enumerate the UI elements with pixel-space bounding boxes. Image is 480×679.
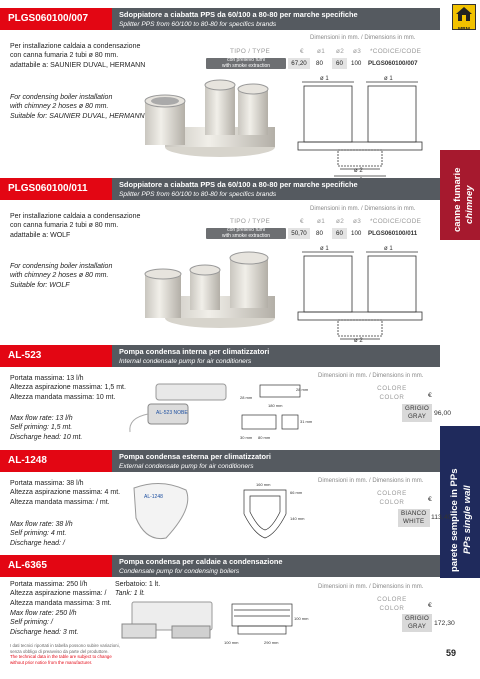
section-title: Sdoppiatore a ciabatta PPS da 60/100 a 80-80 per marche specifiche [119, 10, 358, 19]
drawing-label: ø 2 [354, 338, 363, 344]
euro-sign: € [428, 602, 432, 609]
color-label: COLORE COLOR [377, 385, 407, 401]
section-title-bar [112, 450, 440, 472]
technical-drawing [236, 480, 306, 546]
section-subtitle: Splitter PPS from 60/100 to 80-80 for specifics brands [119, 21, 277, 28]
section-code: AL-1248 [0, 450, 112, 472]
section-code: PLGS060100/007 [0, 8, 112, 30]
splitter-product-image [140, 248, 280, 336]
side-label-parete: parete semplice in PPs [449, 468, 460, 572]
drawing-label: 290 mm [264, 640, 279, 645]
section-code: AL-523 [0, 345, 112, 367]
section-title: Pompa condensa per caldaie a condensazione [119, 557, 283, 566]
d1-value: 80 [316, 230, 323, 237]
section-code: PLGS060100/011 [0, 178, 112, 200]
drawing-label: 100 mm [294, 616, 309, 621]
table-header-euro: € [300, 218, 304, 225]
drawing-label: 100 mm [224, 640, 239, 645]
footnote-en: The technical data in the table are subject to change without prior notice from the manufacturer. [10, 654, 112, 665]
logo [452, 4, 476, 30]
section-title: Pompa condensa interna per climatizzatori [119, 347, 270, 356]
dimensions-label: Dimensioni in mm. / Dimensions in mm. [310, 206, 416, 212]
drawing-label: ø 1 [384, 76, 393, 82]
section-subtitle: External condensate pump for air conditioners [119, 463, 254, 470]
drawing-label: 28 mm [240, 395, 253, 400]
side-label-canne: canne fumarie [452, 167, 463, 232]
section-title-bar [112, 178, 440, 200]
drawing-label: 140 mm [290, 516, 305, 521]
code-value: PLGS060100/007 [368, 60, 418, 67]
table-header-d3: ø3 [353, 218, 362, 225]
color-value: BIANCO WHITE [398, 509, 430, 527]
color-value: GRIGIO GRAY [402, 614, 432, 632]
product-brand-label: AL-1248 [144, 494, 163, 500]
table-header-d3: ø3 [353, 48, 362, 55]
product-description-en: Max flow rate: 250 l/h Self priming: / Discharge head: 3 mt. [10, 610, 79, 636]
drawing-label: 28 mm [296, 387, 309, 392]
code-value: PLGS060100/011 [368, 230, 418, 237]
drawing-label: 66 mm [290, 490, 303, 495]
pump-product-image [118, 378, 238, 438]
technical-drawing [294, 72, 440, 182]
pump-product-image [126, 478, 196, 546]
product-description: Per installazione caldaia a condensazione con canna fumaria 2 tubi ø 80 mm. adattabile a: WOLF [10, 213, 141, 239]
d3-value: 100 [351, 230, 362, 237]
table-header-code: *CODICE/CODE [370, 218, 422, 225]
drawing-label: 31 mm [300, 419, 313, 424]
section-title-bar [112, 345, 440, 367]
product-description: Portata massima: 38 l/h Altezza aspirazione massima: 4 mt. Altezza mandata massima: / mt. [10, 480, 121, 506]
table-header-d1: ø1 [317, 48, 326, 55]
product-description: Portata massima: 13 l/h Altezza aspirazione massima: 1,5 mt. Altezza mandata massima: 10 mt. [10, 375, 126, 401]
product-description-en: Max flow rate: 38 l/h Self priming: 4 mt. Discharge head: / [10, 521, 73, 547]
price-value: 96,00 [434, 410, 452, 417]
table-header-type: TIPO / TYPE [230, 218, 271, 225]
section-title-bar [112, 8, 440, 30]
table-header-d2: ø2 [336, 48, 345, 55]
color-value: GRIGIO GRAY [402, 404, 432, 422]
tank-capacity: Serbatoio: 1 lt. [115, 581, 161, 588]
tank-capacity-en: Tank: 1 lt. [115, 590, 146, 597]
drawing-label: ø 1 [384, 246, 393, 252]
color-label: COLORE COLOR [377, 596, 407, 612]
price-value: 67,20 [288, 58, 310, 69]
type-label: con prelievo fumi with smoke extraction [206, 228, 286, 239]
table-header-d2: ø2 [336, 218, 345, 225]
side-tab-parete [440, 426, 480, 578]
d2-value: 60 [332, 228, 347, 239]
d2-value: 60 [332, 58, 347, 69]
drawing-label: ø 1 [320, 246, 329, 252]
technical-drawing [222, 596, 312, 646]
price-value: 50,70 [288, 228, 310, 239]
euro-sign: € [428, 496, 432, 503]
dimensions-label: Dimensioni in mm. / Dimensions in mm. [310, 35, 416, 41]
drawing-label: ø 2 [354, 168, 363, 174]
product-description-en: Max flow rate: 13 l/h Self priming: 1,5 mt. Discharge head: 10 mt. [10, 415, 83, 441]
table-header-d1: ø1 [317, 218, 326, 225]
dimensions-label: Dimensioni in mm. / Dimensions in mm. [318, 584, 424, 590]
type-label: con prelievo fumi with smoke extraction [206, 58, 286, 69]
technical-drawing [238, 377, 318, 441]
drawing-label: 180 mm [268, 403, 283, 408]
section-code: AL-6365 [0, 555, 112, 577]
footnote: I dati tecnici riportati in tabella possono subire variazioni, senza obbligo di preavviso da parte del produttore. [10, 643, 120, 654]
drawing-label: ø 1 [320, 76, 329, 82]
house-icon [453, 5, 475, 23]
section-subtitle: Internal condensate pump for air conditioners [119, 358, 252, 365]
section-title: Pompa condensa esterna per climatizzatori [119, 452, 271, 461]
section-title: Sdoppiatore a ciabatta PPS da 60/100 a 80-80 per marche specifiche [119, 180, 358, 189]
table-header-type: TIPO / TYPE [230, 48, 271, 55]
price-value: 172,30 [434, 620, 455, 627]
section-subtitle: Splitter PPS from 60/100 to 80-80 for specifics brands [119, 191, 277, 198]
side-label-chimney: chimney [464, 185, 475, 224]
technical-drawing [294, 242, 440, 352]
section-title-bar [112, 555, 440, 577]
product-description-en: For condensing boiler installation with chimney 2 hoses ø 80 mm. Suitable for: SAUNIER DUVAL, HERMANN [10, 94, 145, 120]
d3-value: 100 [351, 60, 362, 67]
dimensions-label: Dimensioni in mm. / Dimensions in mm. [318, 478, 424, 484]
price-value: 113,40 [431, 514, 452, 521]
pump-product-image [112, 598, 222, 642]
page-number: 59 [446, 648, 457, 658]
dimensions-label: Dimensioni in mm. / Dimensions in mm. [318, 373, 424, 379]
table-header-code: *CODICE/CODE [370, 48, 422, 55]
product-description: Per installazione caldaia a condensazione con canna fumaria 2 tubi ø 80 mm. adattabile a: SAUNIER DUVAL, HERMANN [10, 43, 146, 69]
drawing-label: 160 mm [256, 482, 271, 487]
euro-sign: € [428, 392, 432, 399]
color-label: COLORE COLOR [377, 490, 407, 506]
side-label-parete-en: PPs single wall [462, 485, 473, 554]
splitter-product-image [140, 75, 280, 165]
product-brand-label: AL-523 NOBE [156, 410, 188, 416]
drawing-label: 80 mm [258, 435, 271, 440]
side-tab-chimney-red [440, 150, 480, 240]
d1-value: 80 [316, 60, 323, 67]
drawing-label: 30 mm [240, 435, 253, 440]
product-description: Portata massima: 250 l/h Altezza aspirazione massima: / Altezza mandata massima: 3 mt. [10, 581, 112, 607]
section-subtitle: Condensate pump for condensing boilers [119, 568, 240, 575]
table-header-euro: € [300, 48, 304, 55]
product-description-en: For condensing boiler installation with chimney 2 hoses ø 80 mm. Suitable for: WOLF [10, 263, 113, 289]
